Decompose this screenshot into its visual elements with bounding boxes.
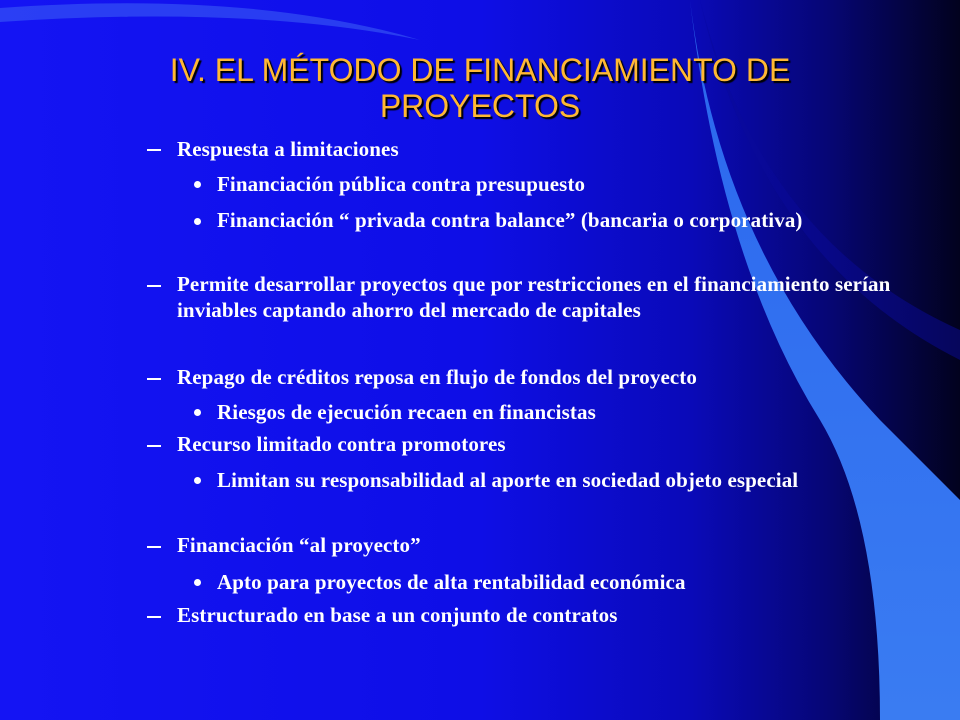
list-item: Riesgos de ejecución recaen en financistas — [217, 400, 596, 424]
list-item: Estructurado en base a un conjunto de contratos — [177, 603, 618, 627]
list-item: Limitan su responsabilidad al aporte en sociedad objeto especial — [217, 468, 799, 492]
dot-bullet-icon — [194, 181, 201, 188]
dash-bullet-icon — [147, 285, 161, 287]
list-item: Permite desarrollar proyectos que por restricciones en el financiamiento serían inviables captando ahorro del mercado de capitales — [177, 272, 891, 322]
slide-title-line1: IV. EL MÉTODO DE FINANCIAMIENTO DE — [169, 52, 791, 88]
dot-bullet-icon — [194, 477, 201, 484]
list-item: Apto para proyectos de alta rentabilidad económica — [217, 570, 686, 594]
list-item: Recurso limitado contra promotores — [177, 432, 506, 456]
list-item: Repago de créditos reposa en flujo de fondos del proyecto — [177, 365, 697, 389]
dot-bullet-icon — [194, 579, 201, 586]
dash-bullet-icon — [147, 546, 161, 548]
list-item: Financiación pública contra presupuesto — [217, 172, 586, 196]
dot-bullet-icon — [194, 409, 201, 416]
list-item: Financiación “al proyecto” — [177, 533, 421, 557]
list-item: Respuesta a limitaciones — [177, 137, 399, 161]
dash-bullet-icon — [147, 149, 161, 151]
slide-title-line2: PROYECTOS — [379, 88, 581, 124]
dash-bullet-icon — [147, 378, 161, 380]
dash-bullet-icon — [147, 445, 161, 447]
dash-bullet-icon — [147, 616, 161, 618]
dot-bullet-icon — [194, 218, 201, 225]
list-item: Financiación “ privada contra balance” (bancaria o corporativa) — [217, 208, 803, 232]
